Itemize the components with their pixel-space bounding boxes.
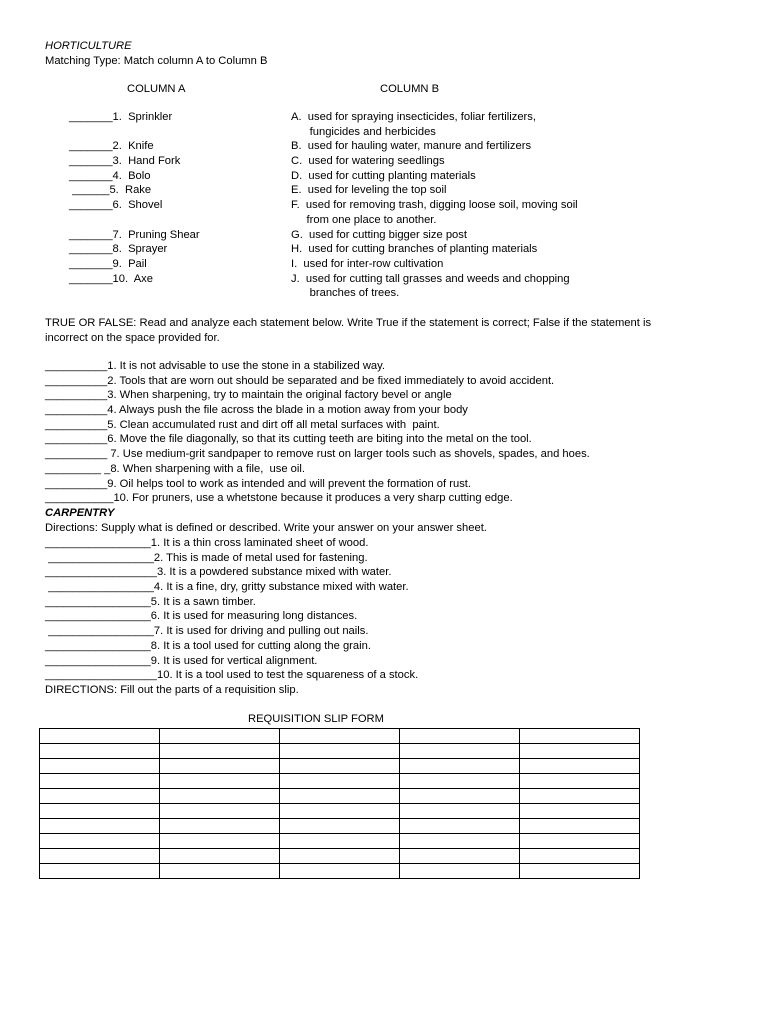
requisition-cell[interactable] bbox=[160, 864, 280, 879]
requisition-row bbox=[40, 759, 640, 774]
carpentry-instruction: Directions: Supply what is defined or described. Write your answer on your answer sheet. bbox=[45, 522, 487, 534]
requisition-cell[interactable] bbox=[40, 729, 160, 744]
requisition-cell[interactable] bbox=[40, 864, 160, 879]
column-b-item: E. used for leveling the top soil bbox=[291, 184, 447, 197]
requisition-cell[interactable] bbox=[40, 744, 160, 759]
requisition-cell[interactable] bbox=[40, 849, 160, 864]
requisition-cell[interactable] bbox=[400, 849, 520, 864]
requisition-cell[interactable] bbox=[520, 849, 640, 864]
matching-instruction: Matching Type: Match column A to Column B bbox=[45, 55, 268, 67]
true-false-instruction-line1: TRUE OR FALSE: Read and analyze each statement below. Write True if the statement is correct; False if the statement is bbox=[45, 317, 652, 329]
carpentry-item: _________________5. It is a sawn timber. bbox=[45, 595, 256, 608]
column-b-item: I. used for inter-row cultivation bbox=[291, 257, 444, 270]
column-a-item: _______1. Sprinkler bbox=[69, 111, 173, 123]
column-a-item: _______2. Knife bbox=[69, 140, 154, 153]
requisition-cell[interactable] bbox=[160, 789, 280, 804]
requisition-cell[interactable] bbox=[40, 834, 160, 849]
column-b-list bbox=[291, 110, 578, 301]
requisition-cell[interactable] bbox=[280, 849, 400, 864]
carpentry-item: _________________2. This is made of metal used for fastening. bbox=[45, 551, 368, 564]
requisition-cell[interactable] bbox=[520, 744, 640, 759]
requisition-cell[interactable] bbox=[280, 819, 400, 834]
requisition-row bbox=[40, 819, 640, 834]
requisition-row bbox=[40, 834, 640, 849]
requisition-cell[interactable] bbox=[40, 819, 160, 834]
column-a-spacer bbox=[69, 286, 200, 301]
column-b-item: branches of trees. bbox=[291, 287, 400, 300]
carpentry-item: _________________9. It is used for vertical alignment. bbox=[45, 654, 318, 667]
requisition-cell[interactable] bbox=[400, 759, 520, 774]
requisition-cell[interactable] bbox=[40, 759, 160, 774]
carpentry-item: _________________7. It is used for driving and pulling out nails. bbox=[45, 625, 369, 638]
requisition-cell[interactable] bbox=[280, 744, 400, 759]
requisition-cell[interactable] bbox=[160, 729, 280, 744]
requisition-row bbox=[40, 789, 640, 804]
requisition-cell[interactable] bbox=[160, 744, 280, 759]
column-a-item: _______9. Pail bbox=[69, 257, 147, 270]
requisition-row bbox=[40, 804, 640, 819]
true-false-item: __________2. Tools that are worn out should be separated and be fixed immediately to avoid accident. bbox=[45, 374, 555, 387]
column-a-spacer bbox=[69, 125, 200, 140]
requisition-form-title: REQUISITION SLIP FORM bbox=[248, 713, 384, 725]
column-a-item: _______4. Bolo bbox=[69, 169, 151, 182]
requisition-cell[interactable] bbox=[280, 804, 400, 819]
requisition-cell[interactable] bbox=[280, 864, 400, 879]
true-false-item: __________4. Always push the file across the blade in a motion away from your body bbox=[45, 404, 468, 417]
true-false-item: __________3. When sharpening, try to maintain the original factory bevel or angle bbox=[45, 389, 452, 402]
true-false-list bbox=[45, 359, 590, 506]
column-a-spacer bbox=[69, 213, 200, 228]
carpentry-item: _________________6. It is used for measuring long distances. bbox=[45, 610, 358, 623]
requisition-cell[interactable] bbox=[520, 729, 640, 744]
true-false-item: __________1. It is not advisable to use the stone in a stabilized way. bbox=[45, 360, 385, 372]
carpentry-item: __________________10. It is a tool used to test the squareness of a stock. bbox=[45, 669, 419, 682]
requisition-cell[interactable] bbox=[160, 819, 280, 834]
requisition-cell[interactable] bbox=[400, 774, 520, 789]
true-false-item: __________9. Oil helps tool to work as intended and will prevent the formation of rust. bbox=[45, 477, 472, 490]
requisition-row bbox=[40, 744, 640, 759]
requisition-row bbox=[40, 864, 640, 879]
column-b-item: J. used for cutting tall grasses and weeds and chopping bbox=[291, 272, 570, 285]
requisition-cell[interactable] bbox=[280, 774, 400, 789]
requisition-cell[interactable] bbox=[400, 789, 520, 804]
column-b-item: C. used for watering seedlings bbox=[291, 155, 445, 168]
column-b-item: fungicides and herbicides bbox=[291, 125, 436, 138]
requisition-cell[interactable] bbox=[520, 804, 640, 819]
requisition-row bbox=[40, 774, 640, 789]
column-a-item: _______3. Hand Fork bbox=[69, 155, 181, 168]
requisition-cell[interactable] bbox=[520, 834, 640, 849]
requisition-slip-table bbox=[39, 728, 640, 879]
requisition-cell[interactable] bbox=[160, 804, 280, 819]
carpentry-title: CARPENTRY bbox=[45, 507, 115, 519]
column-b-item: B. used for hauling water, manure and fertilizers bbox=[291, 140, 532, 153]
column-a-item: _______8. Sprayer bbox=[69, 243, 168, 256]
column-b-item: H. used for cutting branches of planting materials bbox=[291, 243, 538, 256]
requisition-cell[interactable] bbox=[160, 849, 280, 864]
column-a-item: _______6. Shovel bbox=[69, 199, 163, 212]
requisition-cell[interactable] bbox=[160, 834, 280, 849]
requisition-cell[interactable] bbox=[160, 774, 280, 789]
requisition-cell[interactable] bbox=[40, 789, 160, 804]
requisition-cell[interactable] bbox=[280, 834, 400, 849]
column-b-item: A. used for spraying insecticides, foliar fertilizers, bbox=[291, 111, 536, 123]
column-a-list bbox=[69, 110, 200, 301]
requisition-cell[interactable] bbox=[520, 789, 640, 804]
requisition-cell[interactable] bbox=[40, 804, 160, 819]
carpentry-item: __________________3. It is a powdered substance mixed with water. bbox=[45, 566, 392, 579]
true-false-instruction-line2: incorrect on the space provided for. bbox=[45, 332, 220, 344]
requisition-cell[interactable] bbox=[400, 804, 520, 819]
requisition-cell[interactable] bbox=[400, 834, 520, 849]
requisition-row bbox=[40, 849, 640, 864]
column-b-item: from one place to another. bbox=[291, 213, 437, 226]
true-false-item: ___________10. For pruners, use a whetstone because it produces a very sharp cutting edge. bbox=[45, 492, 513, 505]
requisition-cell[interactable] bbox=[520, 864, 640, 879]
true-false-item: _________ _8. When sharpening with a file, use oil. bbox=[45, 462, 305, 475]
requisition-row bbox=[40, 729, 640, 744]
requisition-cell[interactable] bbox=[400, 819, 520, 834]
true-false-item: __________6. Move the file diagonally, so that its cutting teeth are biting into the metal on the tool. bbox=[45, 433, 532, 446]
column-b-item: D. used for cutting planting materials bbox=[291, 169, 476, 182]
requisition-cell[interactable] bbox=[280, 789, 400, 804]
column-a-header: COLUMN A bbox=[127, 83, 186, 95]
requisition-cell[interactable] bbox=[400, 864, 520, 879]
requisition-cell[interactable] bbox=[400, 729, 520, 744]
column-b-item: F. used for removing trash, digging loose soil, moving soil bbox=[291, 199, 578, 212]
requisition-cell[interactable] bbox=[280, 759, 400, 774]
requisition-cell[interactable] bbox=[280, 729, 400, 744]
column-a-item: ______5. Rake bbox=[69, 184, 152, 197]
requisition-cell[interactable] bbox=[160, 759, 280, 774]
horticulture-title: HORTICULTURE bbox=[45, 40, 132, 52]
requisition-cell[interactable] bbox=[520, 819, 640, 834]
column-b-header: COLUMN B bbox=[380, 83, 440, 95]
carpentry-item: _________________8. It is a tool used for cutting along the grain. bbox=[45, 639, 371, 652]
requisition-instruction: DIRECTIONS: Fill out the parts of a requisition slip. bbox=[45, 684, 299, 696]
true-false-item: __________ 7. Use medium-grit sandpaper to remove rust on larger tools such as shovels, spades, and hoes. bbox=[45, 448, 590, 461]
requisition-cell[interactable] bbox=[520, 774, 640, 789]
requisition-cell[interactable] bbox=[520, 759, 640, 774]
requisition-cell[interactable] bbox=[400, 744, 520, 759]
carpentry-list bbox=[45, 536, 418, 683]
true-false-item: __________5. Clean accumulated rust and dirt off all metal surfaces with paint. bbox=[45, 418, 440, 431]
carpentry-item: _________________4. It is a fine, dry, gritty substance mixed with water. bbox=[45, 581, 409, 594]
carpentry-item: _________________1. It is a thin cross laminated sheet of wood. bbox=[45, 537, 369, 549]
column-b-item: G. used for cutting bigger size post bbox=[291, 228, 467, 241]
requisition-cell[interactable] bbox=[40, 774, 160, 789]
column-a-item: _______10. Axe bbox=[69, 272, 153, 285]
column-a-item: _______7. Pruning Shear bbox=[69, 228, 200, 241]
